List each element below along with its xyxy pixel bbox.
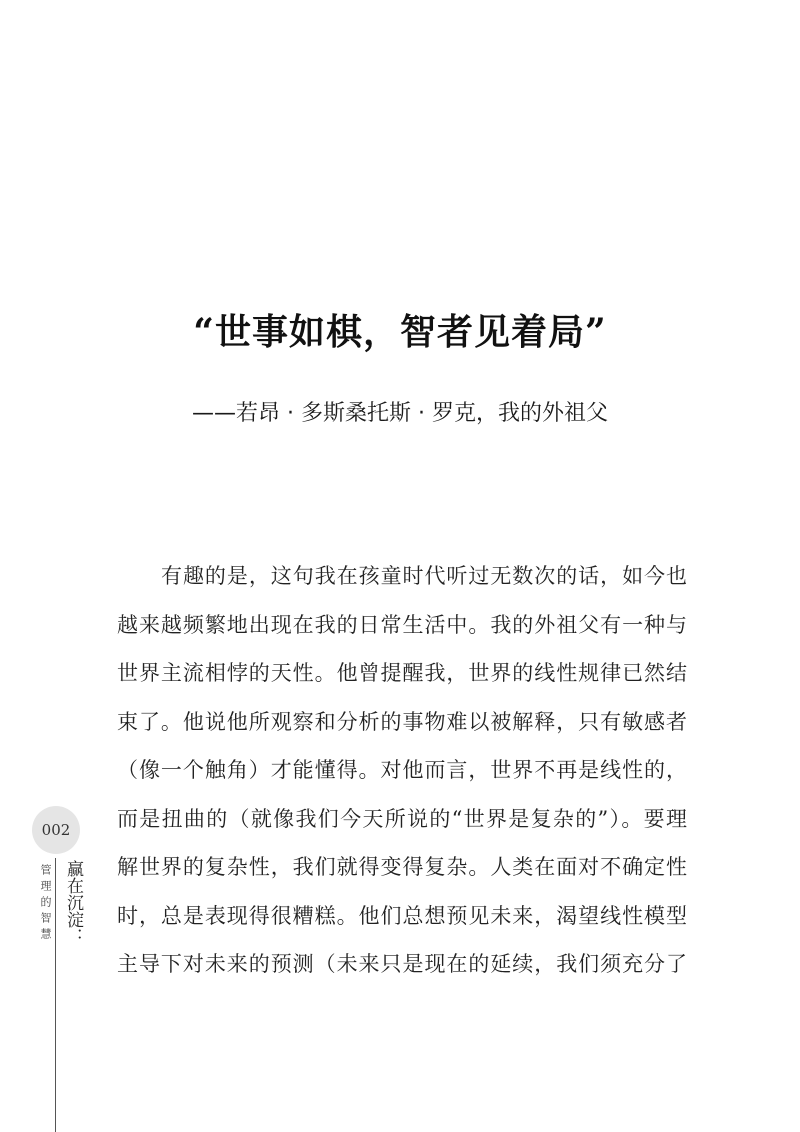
body-line: 世界主流相悖的天性。他曾提醒我，世界的线性规律已然结 [117,661,687,685]
body-line: （像一个触角）才能懂得。对他而言，世界不再是线性的， [117,758,687,782]
body-line: 有趣的是，这句我在孩童时代听过无数次的话，如今也 [161,564,687,588]
body-line: 时，总是表现得很糟糕。他们总想预见未来，渴望线性模型 [117,903,687,928]
body-line: 主导下对未来的预测（未来只是现在的延续，我们须充分了 [117,952,687,976]
body-line: 解世界的复杂性，我们就得变得复杂。人类在面对不确定性 [117,855,687,879]
body-line: 越来越频繁地出现在我的日常生活中。我的外祖父有一种与 [117,612,687,637]
body-paragraph [117,552,687,989]
margin-divider [55,858,56,1132]
chapter-attribution: ——若昂 · 多斯桑托斯 · 罗克，我的外祖父 [192,401,608,426]
page-number: 002 [41,821,71,839]
body-line: 而是扭曲的（就像我们今天所说的“世界是复杂的”）。要理 [117,806,687,831]
chapter-title: “世事如棋，智者见着局” [193,311,607,353]
body-line: 束了。他说他所观察和分析的事物难以被解释，只有敏感者 [117,709,687,734]
running-head-title: 赢在沉淀： [63,860,83,945]
running-head-subtitle: 管理的智慧 [39,864,52,944]
page-number-badge [32,806,80,854]
